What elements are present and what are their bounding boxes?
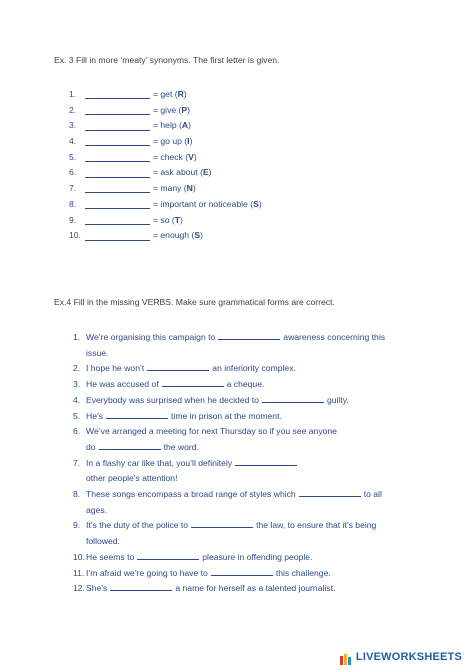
- synonym-clue: = go up (I): [153, 136, 193, 147]
- sentence-text: She’s: [86, 583, 108, 594]
- answer-blank[interactable]: [85, 169, 150, 178]
- sentence-text: We’re organising this campaign to: [86, 332, 216, 342]
- sentence-text: It’s the duty of the police to: [86, 520, 189, 531]
- sentence-text: this challenge.: [275, 567, 331, 578]
- answer-blank[interactable]: [85, 184, 150, 193]
- synonym-clue: = enough (S): [153, 230, 203, 241]
- synonym-clue: = important or noticeable (S): [153, 198, 262, 209]
- synonym-clue: = many (N): [153, 183, 196, 194]
- sentence-text: We’ve arranged a meeting for next Thursday so if you see anyone: [86, 426, 337, 437]
- exercise-3-item: [69, 150, 262, 166]
- sentence-text: other people's attention!: [86, 473, 178, 484]
- item-number: 7.: [73, 457, 81, 468]
- sentence-text: pleasure in offending people.: [202, 551, 313, 562]
- liveworksheets-logo[interactable]: [340, 651, 462, 663]
- item-number: 4.: [73, 394, 81, 405]
- item-number: 3.: [69, 120, 77, 131]
- synonym-clue: = help (A): [153, 120, 191, 131]
- answer-blank[interactable]: [85, 137, 150, 146]
- exercise-3-heading: Ex. 3 Fill in more ‘meaty’ synonyms. The first letter is given.: [54, 55, 280, 65]
- item-number: 1.: [69, 89, 77, 99]
- synonym-clue: = check (V): [153, 151, 197, 162]
- exercise-4-item: [73, 409, 423, 425]
- sentence-text: a cheque.: [226, 379, 265, 390]
- answer-blank[interactable]: [110, 582, 172, 591]
- synonym-clue: = get (R): [153, 89, 187, 99]
- exercise-4-item: [73, 581, 423, 597]
- answer-blank[interactable]: [162, 378, 224, 387]
- item-number: 8.: [73, 489, 81, 500]
- exercise-3-list: [69, 87, 262, 244]
- sentence-text: to all: [363, 489, 382, 500]
- answer-blank[interactable]: [262, 394, 324, 403]
- exercise-4-item: [73, 487, 423, 518]
- sentence-text: the word.: [163, 441, 199, 452]
- sentence-text: a name for herself as a talented journalist.: [175, 583, 336, 594]
- exercise-4-item: [73, 550, 423, 566]
- item-number: 11.: [73, 567, 85, 578]
- answer-blank[interactable]: [85, 122, 150, 131]
- exercise-3-item: [69, 118, 262, 134]
- item-number: 8.: [69, 198, 77, 209]
- item-number: 2.: [69, 104, 77, 115]
- item-number: 6.: [69, 167, 77, 178]
- sentence-text: ages.: [86, 504, 108, 515]
- answer-blank[interactable]: [85, 216, 150, 225]
- item-number: 9.: [69, 214, 77, 225]
- exercise-4-item: [73, 393, 423, 409]
- answer-blank[interactable]: [211, 567, 273, 576]
- answer-blank[interactable]: [235, 457, 297, 466]
- item-number: 7.: [69, 183, 77, 194]
- item-number: 1.: [73, 332, 81, 342]
- exercise-4-item: [73, 566, 423, 582]
- exercise-3-item: [69, 197, 262, 213]
- sentence-text: He’s: [86, 410, 104, 421]
- answer-blank[interactable]: [85, 200, 150, 209]
- synonym-clue: = give (P): [153, 104, 191, 115]
- synonym-clue: = so (T): [153, 214, 183, 225]
- exercise-3-item: [69, 213, 262, 229]
- item-number: 9.: [73, 520, 81, 531]
- exercise-4-item: [73, 424, 423, 455]
- liveworksheets-logo-icon: [340, 652, 353, 663]
- answer-blank[interactable]: [99, 441, 161, 450]
- sentence-text: In a flashy car like that, you’ll definitely: [86, 457, 233, 468]
- answer-blank[interactable]: [106, 410, 168, 419]
- exercise-3-item: [69, 134, 262, 150]
- exercise-4-item: [73, 330, 423, 361]
- answer-blank[interactable]: [85, 232, 150, 241]
- exercise-3-item: [69, 87, 262, 103]
- sentence-text: He was accused of: [86, 379, 159, 390]
- answer-blank[interactable]: [137, 551, 199, 560]
- sentence-text: followed.: [86, 536, 120, 547]
- sentence-text: I hope he won’t: [86, 363, 145, 374]
- answer-blank[interactable]: [299, 488, 361, 497]
- answer-blank[interactable]: [191, 519, 253, 528]
- exercise-3-item: [69, 228, 262, 244]
- exercise-3-item: [69, 165, 262, 181]
- item-number: 5.: [73, 410, 81, 421]
- sentence-text: guilty.: [326, 394, 349, 405]
- sentence-text: time in prison at the moment.: [171, 410, 282, 421]
- sentence-text: issue.: [86, 347, 109, 358]
- exercise-4-item: [73, 518, 423, 549]
- item-number: 6.: [73, 426, 81, 437]
- item-number: 12.: [73, 583, 85, 594]
- answer-blank[interactable]: [85, 90, 150, 99]
- answer-blank[interactable]: [218, 331, 280, 340]
- sentence-text: the law, to ensure that it’s being: [256, 520, 377, 531]
- exercise-4-list: [73, 330, 423, 597]
- exercise-4-item: [73, 456, 423, 487]
- sentence-text: I’m afraid we’re going to have to: [86, 567, 208, 578]
- sentence-text: He seems to: [86, 551, 135, 562]
- synonym-clue: = ask about (E): [153, 167, 212, 178]
- liveworksheets-brand-text: LIVEWORKSHEETS: [355, 651, 462, 663]
- exercise-4-item: [73, 361, 423, 377]
- exercise-4-item: [73, 377, 423, 393]
- item-number: 10.: [73, 551, 85, 562]
- item-number: 3.: [73, 379, 81, 390]
- answer-blank[interactable]: [85, 153, 150, 162]
- exercise-4-heading: Ex.4 Fill in the missing VERBS. Make sure grammatical forms are correct.: [54, 297, 335, 307]
- exercise-3-item: [69, 181, 262, 197]
- exercise-3-item: [69, 103, 262, 119]
- item-number: 2.: [73, 363, 81, 374]
- sentence-text: Everybody was surprised when he decided to: [86, 394, 259, 405]
- sentence-text: awareness concerning this: [283, 332, 386, 342]
- answer-blank[interactable]: [85, 106, 150, 115]
- item-number: 10.: [69, 230, 81, 241]
- sentence-text: do: [86, 441, 96, 452]
- answer-blank[interactable]: [147, 362, 209, 371]
- sentence-text: an inferiority complex.: [212, 363, 296, 374]
- item-number: 5.: [69, 151, 77, 162]
- sentence-text: These songs encompass a broad range of styles which: [86, 489, 296, 500]
- item-number: 4.: [69, 136, 77, 147]
